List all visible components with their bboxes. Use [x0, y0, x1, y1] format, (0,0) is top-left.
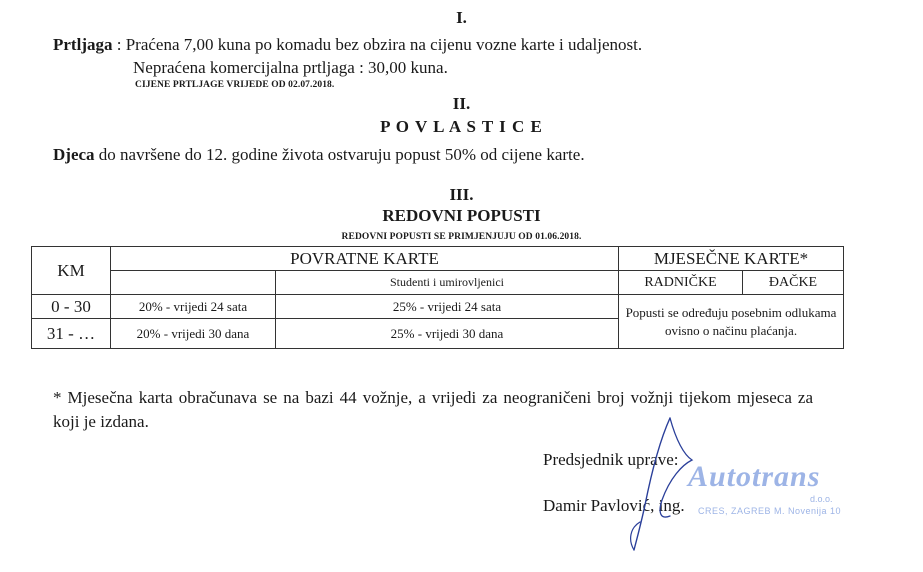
children-discount [53, 145, 585, 165]
subheader-general [111, 271, 276, 295]
subheader-workers: RADNIČKE [619, 271, 743, 295]
luggage-line-1 [53, 35, 642, 55]
row-km: 31 - … [32, 319, 111, 349]
section-3-note: REDOVNI POPUSTI SE PRIMJENJUJU OD 01.06.2018. [341, 232, 582, 242]
header-monthly-tickets: MJESEČNE KARTE* [619, 247, 844, 271]
header-km: KM [32, 247, 111, 295]
table-row [32, 295, 844, 319]
luggage-line-2: Nepraćena komercijalna prtljaga : 30,00 kuna. [133, 58, 448, 77]
table-subheader-row [32, 271, 844, 295]
luggage-note: CIJENE PRTLJAGE VRIJEDE OD 02.07.2018. [135, 80, 335, 90]
section-3-title: REDOVNI POPUSTI [382, 206, 541, 225]
children-text: do navršene do 12. godine života ostvaruju popust 50% od cijene karte. [94, 145, 585, 164]
subheader-pupils: ĐAČKE [743, 271, 844, 295]
children-label: Djeca [53, 145, 95, 164]
row-general-discount: 20% - vrijedi 30 dana [111, 319, 276, 349]
section-3-number: III. [449, 185, 474, 204]
signature-name: Damir Pavlović, ing. [543, 496, 685, 515]
monthly-ticket-footnote: * Mjesečna karta obračunava se na bazi 44 vožnje, a vrijedi za neograničeni broj vožnji tijekom mjeseca za koji je izdana. [53, 388, 813, 431]
signature-role: Predsjednik uprave: [543, 450, 679, 469]
header-return-tickets: POVRATNE KARTE [111, 247, 619, 271]
subheader-students: Studenti i umirovljenici [276, 271, 619, 295]
row-students-discount: 25% - vrijedi 24 sata [276, 295, 619, 319]
stamp-line-2: d.o.o. [810, 494, 833, 504]
table-header-row [32, 247, 844, 271]
row-km: 0 - 30 [32, 295, 111, 319]
monthly-note: Popusti se određuju posebnim odlukama ovisno o načinu plaćanja. [619, 295, 844, 349]
discount-table [31, 246, 844, 349]
luggage-label: Prtljaga [53, 35, 113, 54]
section-2-title: P O V L A S T I C E [380, 117, 543, 136]
stamp-line-3: CRES, ZAGREB M. Novenija 10 [698, 506, 842, 516]
row-general-discount: 20% - vrijedi 24 sata [111, 295, 276, 319]
section-1-number: I. [456, 8, 467, 27]
handwritten-signature [600, 410, 720, 560]
section-2-number: II. [452, 94, 471, 113]
stamp-logo-text: Autotrans [688, 460, 821, 493]
luggage-line-1-text: : Praćena 7,00 kuna po komadu bez obzira na cijenu vozne karte i udaljenost. [112, 35, 643, 54]
row-students-discount: 25% - vrijedi 30 dana [276, 319, 619, 349]
